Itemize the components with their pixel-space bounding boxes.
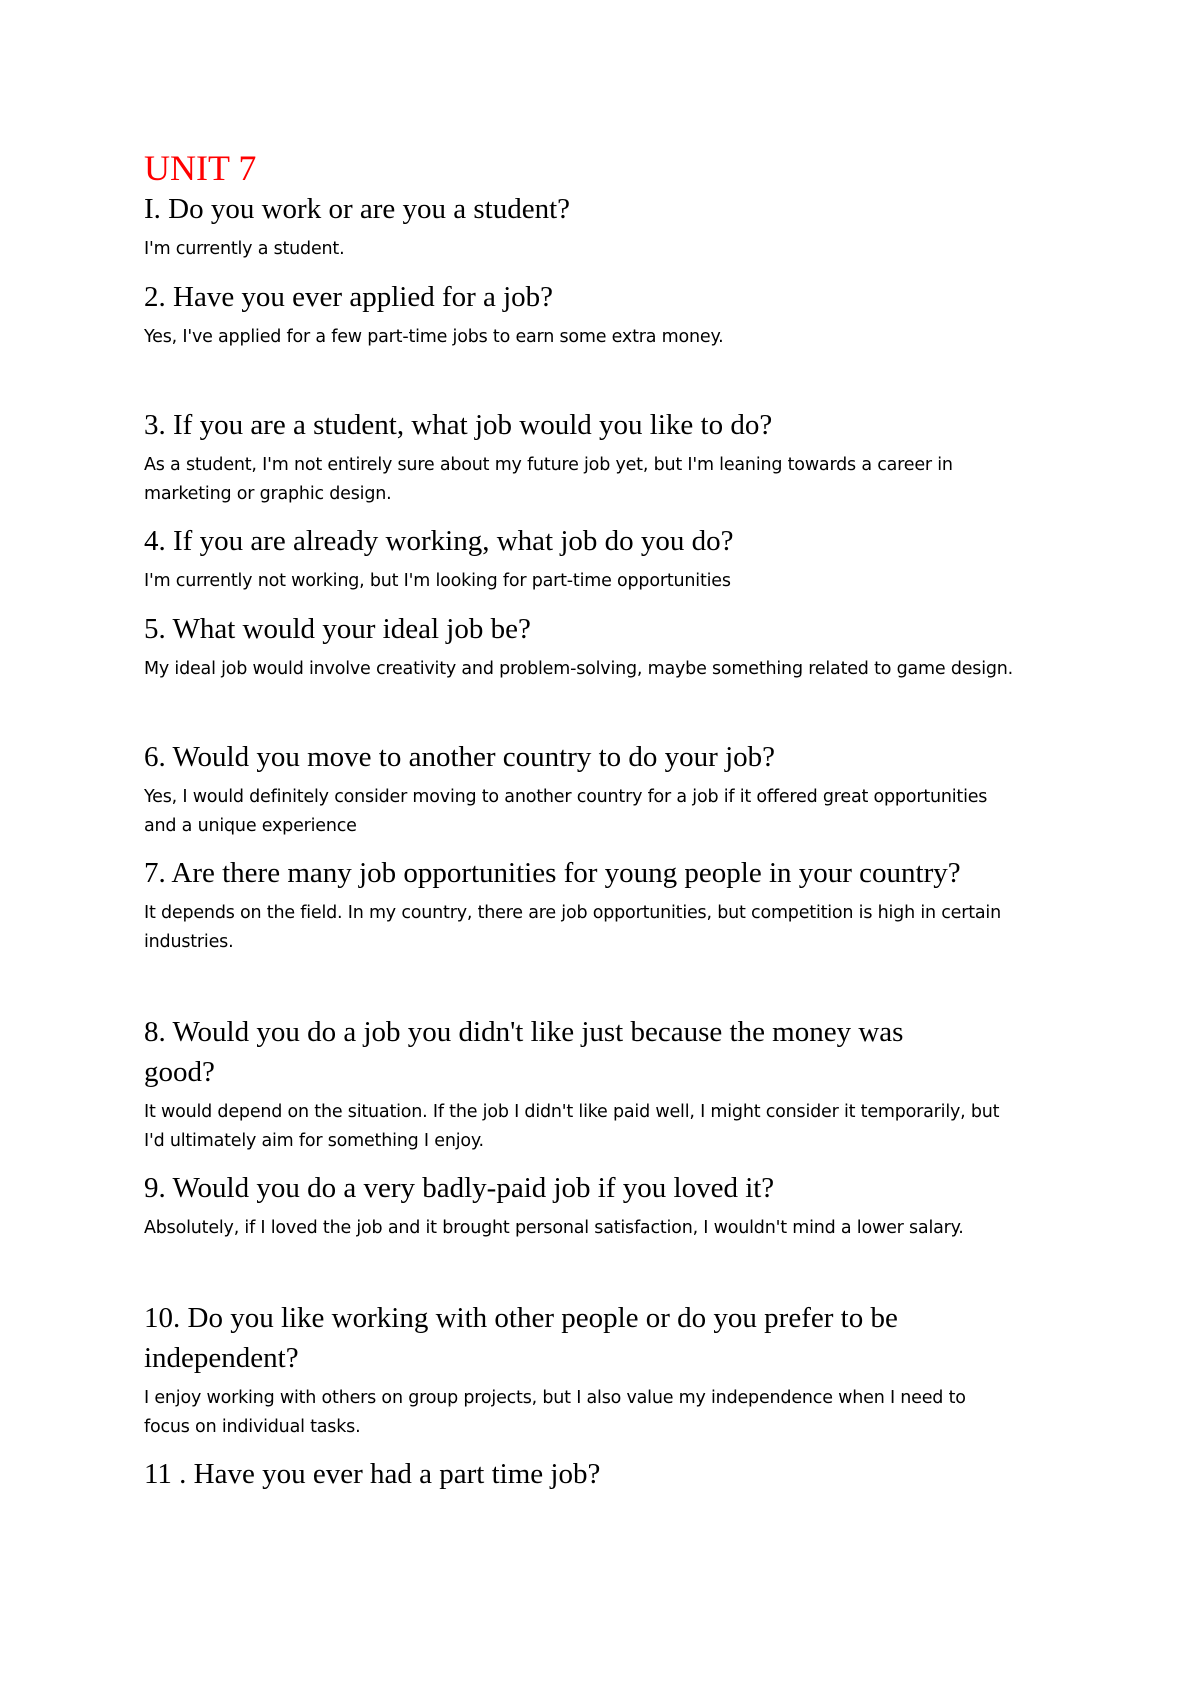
answer-10-line-1: I enjoy working with others on group projects, but I also value my independence when I need to [144, 1388, 966, 1408]
question-5: 5. What would your ideal job be? [144, 613, 531, 645]
question-8-line-2: good? [144, 1056, 215, 1088]
answer-10-line-2: focus on individual tasks. [144, 1417, 361, 1437]
question-9: 9. Would you do a very badly-paid job if you loved it? [144, 1172, 775, 1204]
answer-1-line-1: I'm currently a student. [144, 239, 345, 259]
question-6: 6. Would you move to another country to do your job? [144, 741, 776, 773]
question-10-line-2: independent? [144, 1342, 299, 1374]
question-7: 7. Are there many job opportunities for young people in your country? [144, 857, 961, 889]
answer-6-line-2: and a unique experience [144, 816, 357, 836]
answer-8-line-1: It would depend on the situation. If the job I didn't like paid well, I might consider it temporarily, but [144, 1102, 1000, 1122]
answer-7-line-2: industries. [144, 932, 234, 952]
question-3: 3. If you are a student, what job would you like to do? [144, 409, 773, 441]
question-8-line-1: 8. Would you do a job you didn't like just because the money was [144, 1016, 904, 1048]
question-11: 11 . Have you ever had a part time job? [144, 1458, 601, 1490]
answer-8-line-2: I'd ultimately aim for something I enjoy. [144, 1131, 484, 1151]
question-4: 4. If you are already working, what job do you do? [144, 525, 734, 557]
question-10-line-1: 10. Do you like working with other people or do you prefer to be [144, 1302, 898, 1334]
answer-3-line-2: marketing or graphic design. [144, 484, 392, 504]
page-title: UNIT 7 [144, 148, 257, 188]
answer-6-line-1: Yes, I would definitely consider moving to another country for a job if it offered great opportunities [144, 787, 988, 807]
answer-3-line-1: As a student, I'm not entirely sure about my future job yet, but I'm leaning towards a career in [144, 455, 953, 475]
question-2: 2. Have you ever applied for a job? [144, 281, 554, 313]
answer-7-line-1: It depends on the field. In my country, there are job opportunities, but competition is high in certain [144, 903, 1001, 923]
answer-5-line-1: My ideal job would involve creativity and problem-solving, maybe something related to game design. [144, 659, 1014, 679]
answer-2-line-1: Yes, I've applied for a few part-time jobs to earn some extra money. [144, 327, 724, 347]
question-1: I. Do you work or are you a student? [144, 193, 571, 225]
answer-4-line-1: I'm currently not working, but I'm looking for part-time opportunities [144, 571, 731, 591]
answer-9-line-1: Absolutely, if I loved the job and it brought personal satisfaction, I wouldn't mind a lower salary. [144, 1218, 964, 1238]
